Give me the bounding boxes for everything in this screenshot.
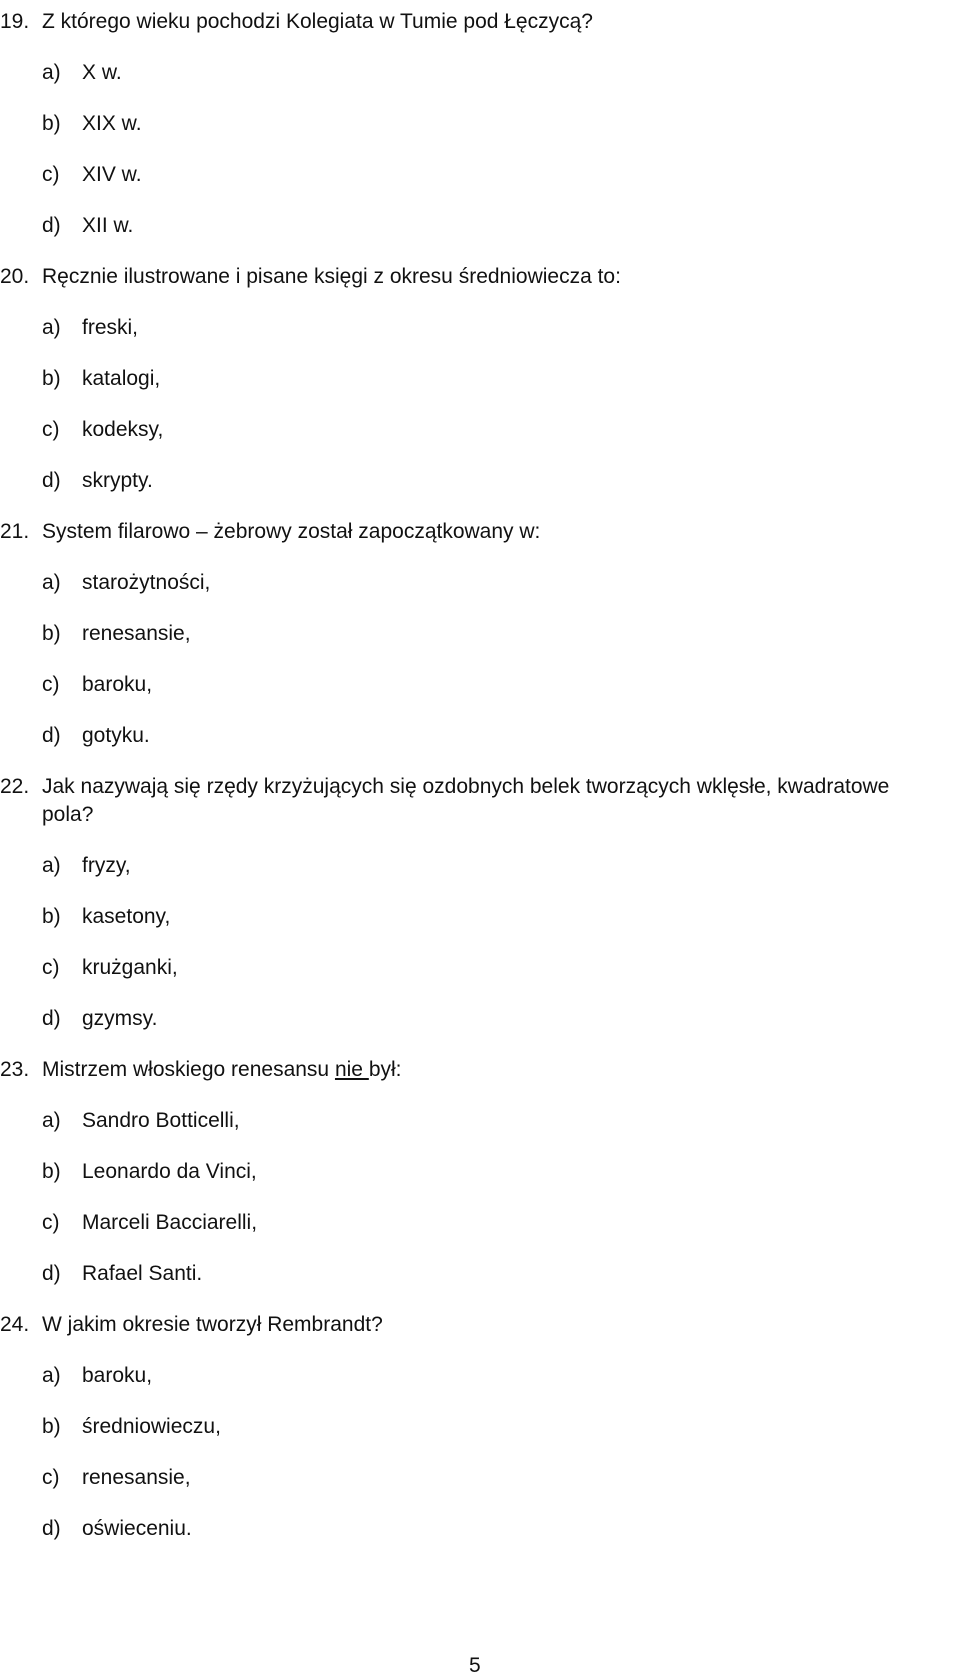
option-letter: a) (42, 1109, 61, 1132)
option-letter: d) (42, 724, 61, 747)
option-letter: a) (42, 316, 61, 339)
option-text: skrypty. (82, 469, 153, 492)
option-letter: d) (42, 1262, 61, 1285)
question-text: Z którego wieku pochodzi Kolegiata w Tumie pod Łęczycą? (42, 10, 593, 33)
question-text-line-1: Jak nazywają się rzędy krzyżujących się ozdobnych belek tworzących wklęsłe, kwadratowe (42, 775, 890, 798)
option-letter: c) (42, 1466, 60, 1489)
question-number: 22. (0, 775, 30, 798)
option-letter: d) (42, 1007, 61, 1030)
option-letter: b) (42, 367, 61, 390)
option-text: oświeceniu. (82, 1517, 192, 1540)
option-text: katalogi, (82, 367, 161, 390)
option-letter: d) (42, 469, 61, 492)
question-text-after: był: (368, 1058, 402, 1081)
option-text: starożytności, (82, 571, 211, 594)
question-number: 23. (0, 1058, 30, 1081)
option-letter: b) (42, 1415, 61, 1438)
option-letter: c) (42, 673, 60, 696)
question-text-line-2: pola? (42, 803, 94, 826)
option-text: XIV w. (82, 163, 142, 186)
option-letter: c) (42, 956, 60, 979)
option-letter: b) (42, 905, 61, 928)
option-text: XII w. (82, 214, 134, 237)
option-letter: c) (42, 418, 60, 441)
option-letter: a) (42, 1364, 61, 1387)
question-number: 24. (0, 1313, 30, 1336)
question-text (42, 1058, 402, 1082)
option-letter: b) (42, 1160, 61, 1183)
option-text: renesansie, (82, 1466, 191, 1489)
option-text: Marceli Bacciarelli, (82, 1211, 258, 1234)
question-text: W jakim okresie tworzył Rembrandt? (42, 1313, 383, 1336)
option-text: XIX w. (82, 112, 142, 135)
option-letter: c) (42, 163, 60, 186)
option-text: krużganki, (82, 956, 178, 979)
option-text: kasetony, (82, 905, 171, 928)
option-text: gotyku. (82, 724, 150, 747)
option-text: gzymsy. (82, 1007, 158, 1030)
option-text: Sandro Botticelli, (82, 1109, 240, 1132)
option-text: freski, (82, 316, 139, 339)
option-text: średniowieczu, (82, 1415, 221, 1438)
option-letter: a) (42, 61, 61, 84)
option-letter: d) (42, 1517, 61, 1540)
option-letter: b) (42, 622, 61, 645)
option-text: baroku, (82, 1364, 153, 1387)
page-number: 5 (469, 1654, 481, 1677)
option-text: kodeksy, (82, 418, 164, 441)
option-letter: d) (42, 214, 61, 237)
option-text: Leonardo da Vinci, (82, 1160, 257, 1183)
option-letter: a) (42, 854, 61, 877)
option-letter: c) (42, 1211, 60, 1234)
question-text-before: Mistrzem włoskiego renesansu (42, 1058, 335, 1081)
option-text: X w. (82, 61, 122, 84)
option-letter: a) (42, 571, 61, 594)
question-text: System filarowo – żebrowy został zapoczątkowany w: (42, 520, 541, 543)
question-number: 20. (0, 265, 30, 288)
question-text-underlined: nie (334, 1058, 369, 1081)
question-text: Ręcznie ilustrowane i pisane księgi z okresu średniowiecza to: (42, 265, 621, 288)
option-letter: b) (42, 112, 61, 135)
question-number: 21. (0, 520, 30, 543)
option-text: baroku, (82, 673, 153, 696)
option-text: renesansie, (82, 622, 191, 645)
option-text: Rafael Santi. (82, 1262, 203, 1285)
option-text: fryzy, (82, 854, 131, 877)
question-number: 19. (0, 10, 30, 33)
